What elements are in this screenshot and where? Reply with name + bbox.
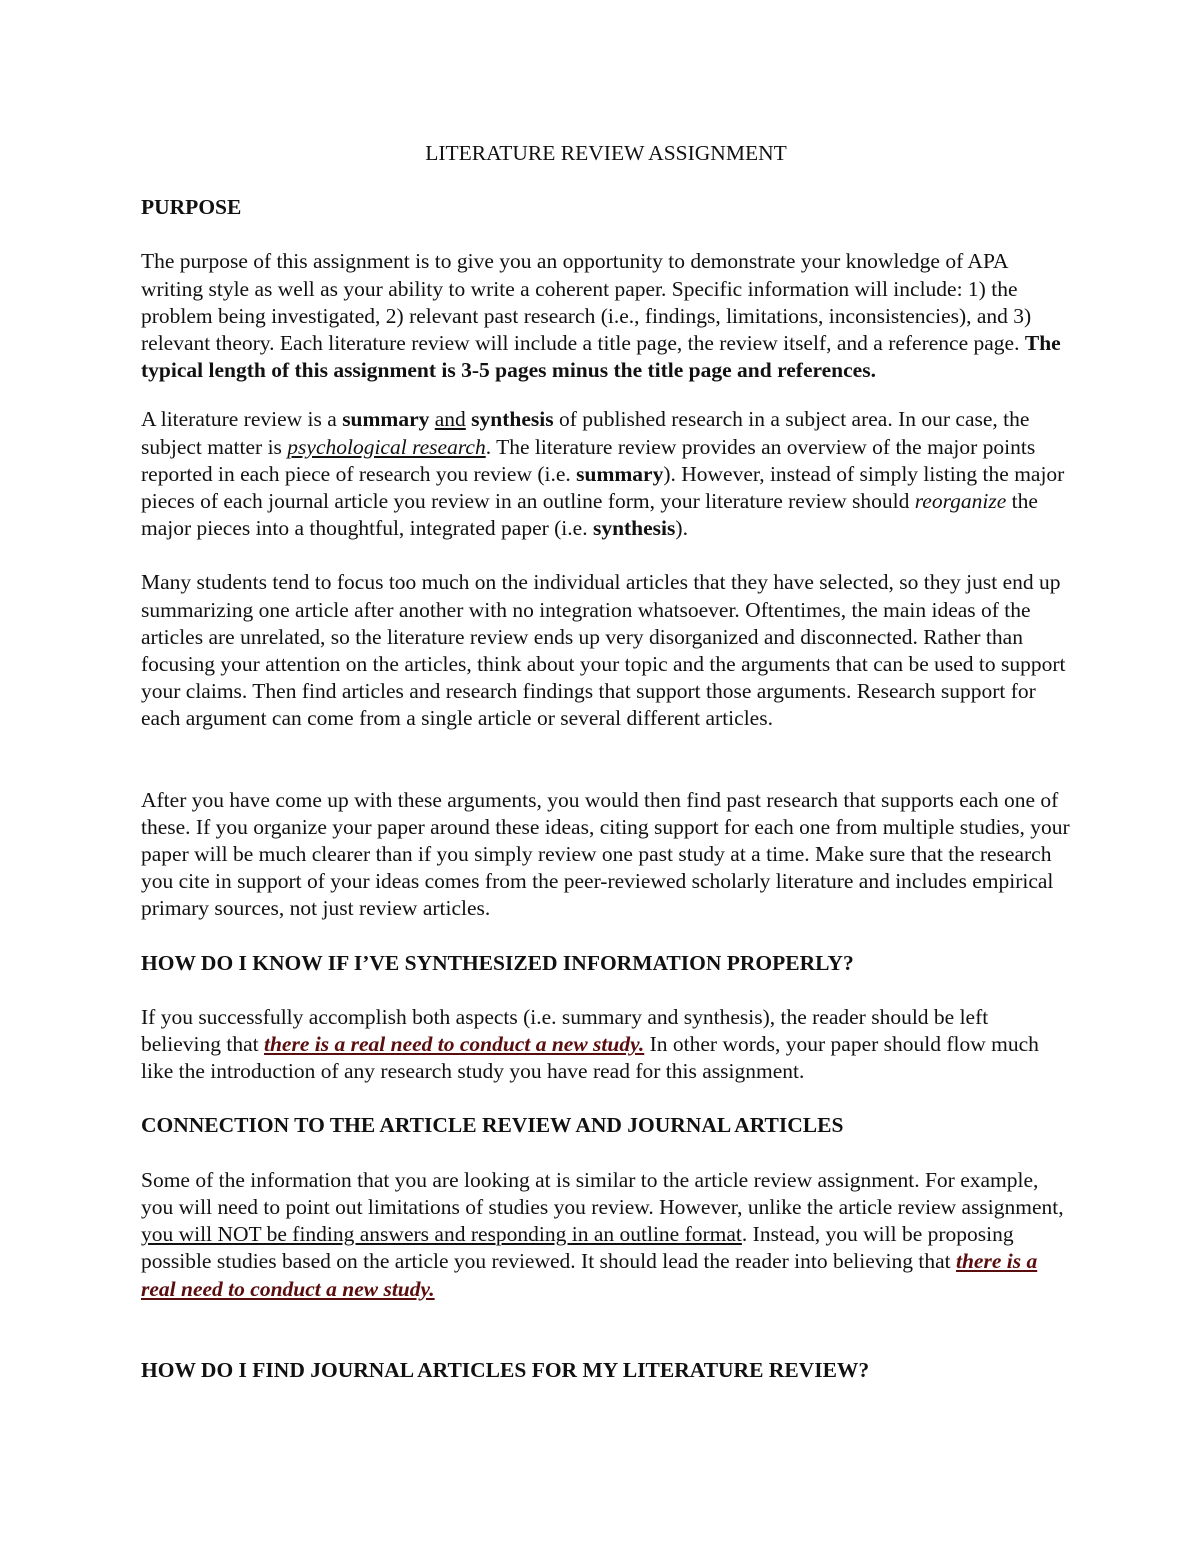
- p2-text-a: A literature review is a: [141, 407, 343, 432]
- connection-text-b: . Instead, you will be proposing possible studies based on the article you reviewed. It should lead the reader into believing that: [141, 1222, 1014, 1274]
- p2-psych-research: psychological research: [287, 434, 486, 459]
- purpose-p1-text: The purpose of this assignment is to give you an opportunity to demonstrate your knowledge of APA writing style as well as your ability to write a coherent paper. Specific information will include: 1) the problem being investigated, 2) relevant past research (i.e., findings, limitations, inconsistencies), and 3) relevant theory. Each literature review will include a title page, the review itself, and a reference page.: [141, 249, 1032, 356]
- p2-and-underlined: and: [434, 407, 466, 432]
- purpose-paragraph-3: Many students tend to focus too much on the individual articles that they have selected, so they just end up summarizing one article after another with no integration whatsoever. Oftentimes, the main ideas of the articles are unrelated, so the literature review ends up very disorganized and disconnected. Rather than focusing your attention on the articles, think about your topic and the arguments that can be used to support your claims. Then find articles and research findings that support those arguments. Research support for each argument can come from a single article or several different articles.: [141, 570, 1066, 731]
- connection-text-a: Some of the information that you are looking at is similar to the article review assignment. For example, you will need to point out limitations of studies you review. However, unlike the article review assignment,: [141, 1167, 1064, 1219]
- p2-text-b: of published research in a subject area. In our case, the subject matter is: [141, 407, 1030, 459]
- connection-paragraph: [141, 1167, 1071, 1303]
- purpose-paragraph-4: After you have come up with these arguments, you would then find past research that supports each one of these. If you organize your paper around these ideas, citing support for each one from multiple studies, your paper will be much clearer than if you simply review one past study at a time. Make sure that the research you cite in support of your ideas comes from the peer-reviewed scholarly literature and includes empirical primary sources, not just review articles.: [141, 787, 1070, 921]
- p2-summary-bold: summary: [342, 407, 430, 432]
- synth-paragraph: [141, 1004, 1071, 1086]
- document-title: LITERATURE REVIEW ASSIGNMENT: [425, 141, 787, 165]
- connection-underline: you will NOT be finding answers and responding in an outline format: [141, 1222, 742, 1247]
- purpose-paragraph-2: [141, 406, 1071, 542]
- purpose-heading: PURPOSE: [141, 195, 242, 220]
- connection-heading: CONNECTION TO THE ARTICLE REVIEW AND JOURNAL ARTICLES: [141, 1113, 844, 1138]
- connection-emphasis: there is a real need to conduct a new study.: [141, 1249, 1038, 1301]
- find-heading: HOW DO I FIND JOURNAL ARTICLES FOR MY LITERATURE REVIEW?: [141, 1357, 870, 1382]
- p2-synthesis-bold: synthesis: [471, 407, 554, 432]
- document-body: [141, 140, 1071, 1384]
- p2-summary2-bold: summary: [576, 461, 664, 486]
- synth-heading: HOW DO I KNOW IF I’VE SYNTHESIZED INFORMATION PROPERLY?: [141, 950, 854, 975]
- p2-text-d: ). However, instead of simply listing the major pieces of each journal article you review in an outline form, your literature review should: [141, 461, 1065, 514]
- p2-text-e: the major pieces into a thoughtful, integrated paper (i.e.: [141, 489, 1038, 541]
- purpose-paragraph-1: [141, 248, 1071, 384]
- synth-emphasis: there is a real need to conduct a new study.: [264, 1032, 645, 1057]
- p2-reorganize-italic: reorganize: [914, 489, 1007, 514]
- p2-text-c: . The literature review provides an overview of the major points reported in each piece of research you review (i.e.: [141, 434, 1036, 486]
- synth-text-a: If you successfully accomplish both aspects (i.e. summary and synthesis), the reader should be left believing that: [141, 1004, 989, 1057]
- p2-synthesis2-bold: synthesis: [592, 516, 676, 541]
- p2-text-f: ).: [675, 516, 688, 541]
- purpose-p1-bold: The typical length of this assignment is 3-5 pages minus the title page and references.: [141, 331, 1061, 383]
- synth-text-b: In other words, your paper should flow much like the introduction of any research study you have read for this assignment.: [141, 1032, 1039, 1084]
